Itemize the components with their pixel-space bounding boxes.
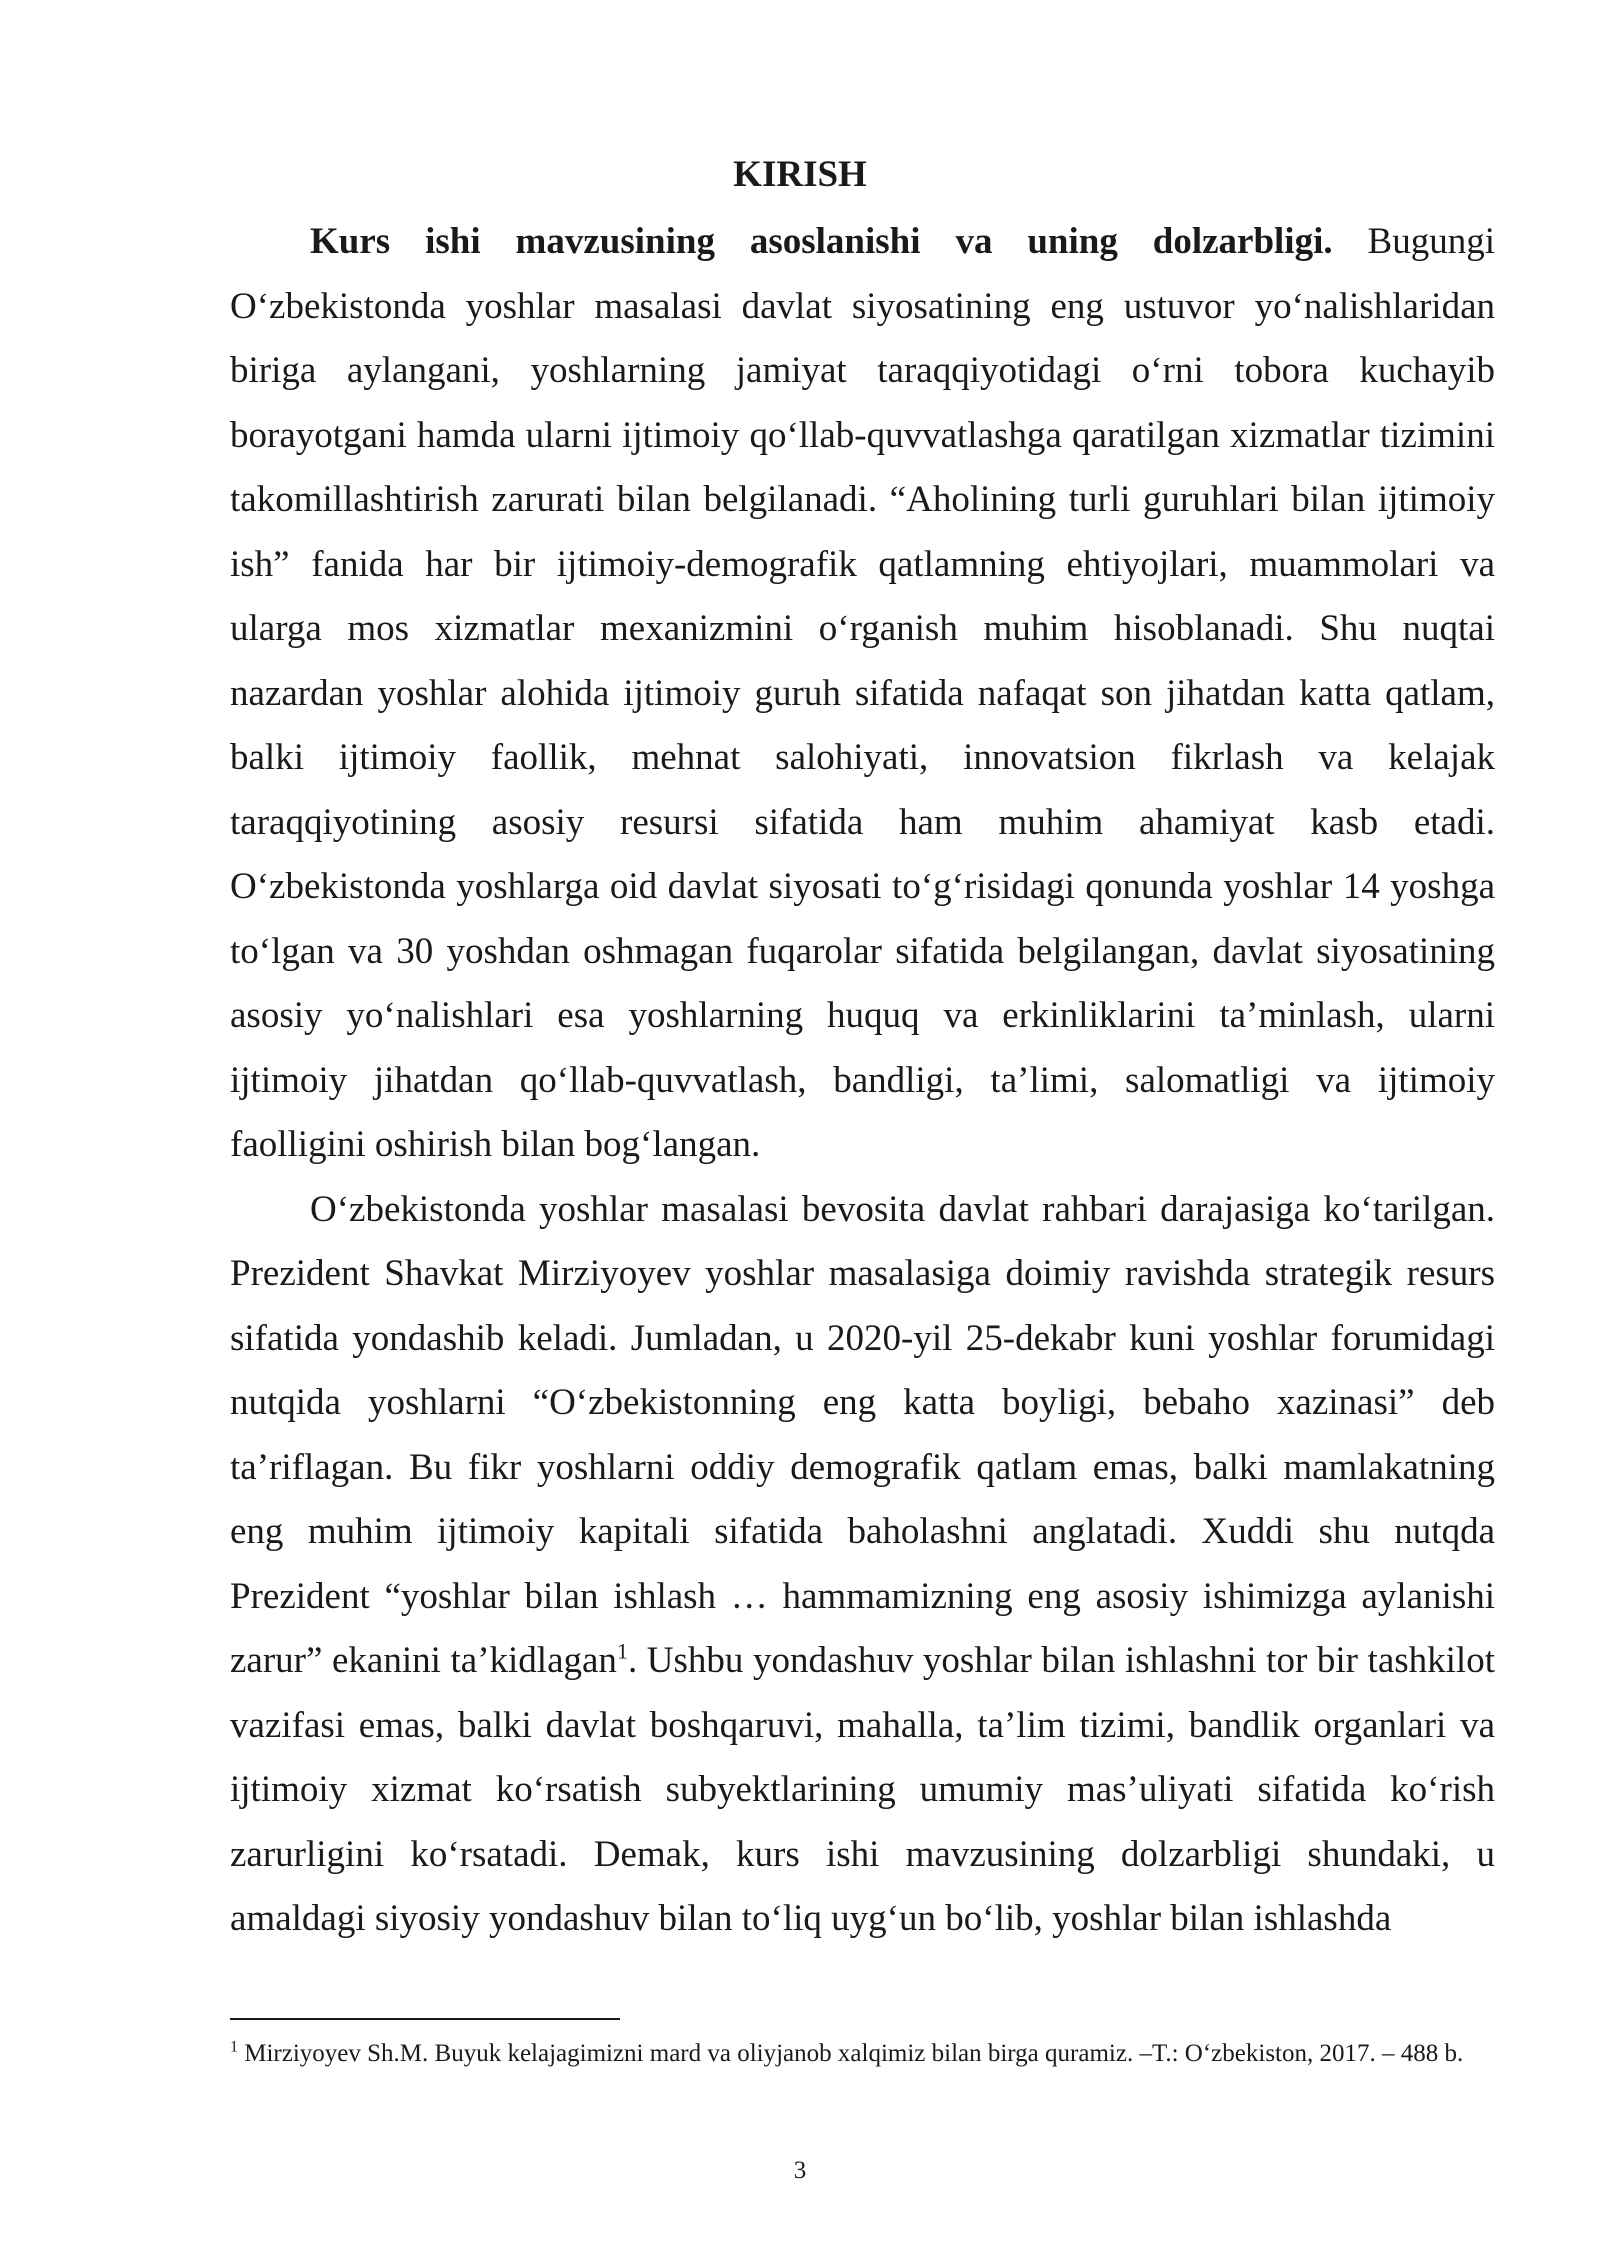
page-number: 3 <box>793 2157 807 2184</box>
paragraph-president <box>230 1178 1495 1952</box>
paragraph-relevance <box>230 210 1495 1178</box>
footnote <box>230 2038 1495 2070</box>
paragraph-text-before-ref: O‘zbekistonda yoshlar masalasi bevosita davlat rahbari darajasiga ko‘tarilgan. Prezident Shavkat Mirziyoyev yoshlar masalasiga doimiy ravishda strategik resurs sifatida yondashib keladi. Jumladan, u 2020-yil 25-dekabr kuni yoshlar forumidagi nutqida yoshlarni “O‘zbekistonning eng katta boyligi, bebaho xazinasi” deb ta’riflagan. Bu fikr yoshlarni oddiy demografik qatlam emas, balki mamlakatning eng muhim ijtimoiy kapitali sifatida baholashni anglatadi. Xuddi shu nutqda Prezident “yoshlar bilan ishlash … hammamizning eng asosiy ishimizga aylanishi zarur” ekanini ta’kidlagan <box>230 1188 1495 1681</box>
section-heading: KIRISH <box>733 154 867 195</box>
footnote-reference[interactable]: 1 <box>616 1638 628 1664</box>
paragraph-text-after-ref: . Ushbu yondashuv yoshlar bilan ishlashni tor bir tashkilot vazifasi emas, balki davlat boshqaruvi, mahalla, ta’lim tizimi, bandlik organlari va ijtimoiy xizmat ko‘rsatish subyektlarining umumiy mas’uliyati sifatida ko‘rish zarurligini ko‘rsatadi. Demak, kurs ishi mavzusining dolzarbligi shundaki, u amaldagi siyosiy yondashuv bilan to‘liq uyg‘un bo‘lib, yoshlar bilan ishlashda <box>230 1640 1495 1939</box>
paragraph-lead: Kurs ishi mavzusining asoslanishi va uning dolzarbligi. <box>310 221 1333 262</box>
footnote-mark: 1 <box>230 2038 238 2056</box>
body-text <box>230 210 1495 1952</box>
paragraph-text: Bugungi O‘zbekistonda yoshlar masalasi davlat siyosatining eng ustuvor yo‘nalishlaridan biriga aylangani, yoshlarning jamiyat taraqqiyotidagi o‘rni tobora kuchayib borayotgani hamda ularni ijtimoiy qo‘llab-quvvatlashga qaratilgan xizmatlar tizimini takomillashtirish zarurati bilan belgilanadi. “Aholining turli guruhlari bilan ijtimoiy ish” fanida har bir ijtimoiy-demografik qatlamning ehtiyojlari, muammolari va ularga mos xizmatlar mexanizmini o‘rganish muhim hisoblanadi. Shu nuqtai nazardan yoshlar alohida ijtimoiy guruh sifatida nafaqat son jihatdan katta qatlam, balki ijtimoiy faollik, mehnat salohiyati, innovatsion fikrlash va kelajak taraqqiyotining asosiy resursi sifatida ham muhim ahamiyat kasb etadi. O‘zbekistonda yoshlarga oid davlat siyosati to‘g‘risidagi qonunda yoshlar 14 yoshga to‘lgan va 30 yoshdan oshmagan fuqarolar sifatida belgilangan, davlat siyosatining asosiy yo‘nalishlari esa yoshlarning huquq va erkinliklarini ta’minlash, ularni ijtimoiy jihatdan qo‘llab-quvvatlash, bandligi, ta’limi, salomatligi va ijtimoiy faolligini oshirish bilan bog‘langan. <box>230 221 1495 1165</box>
footnote-divider <box>230 2018 620 2020</box>
footnote-text: Mirziyoyev Sh.M. Buyuk kelajagimizni mard va oliyjanob xalqimiz bilan birga quramiz. –T.: O‘zbekiston, 2017. – 488 b. <box>238 2040 1464 2067</box>
